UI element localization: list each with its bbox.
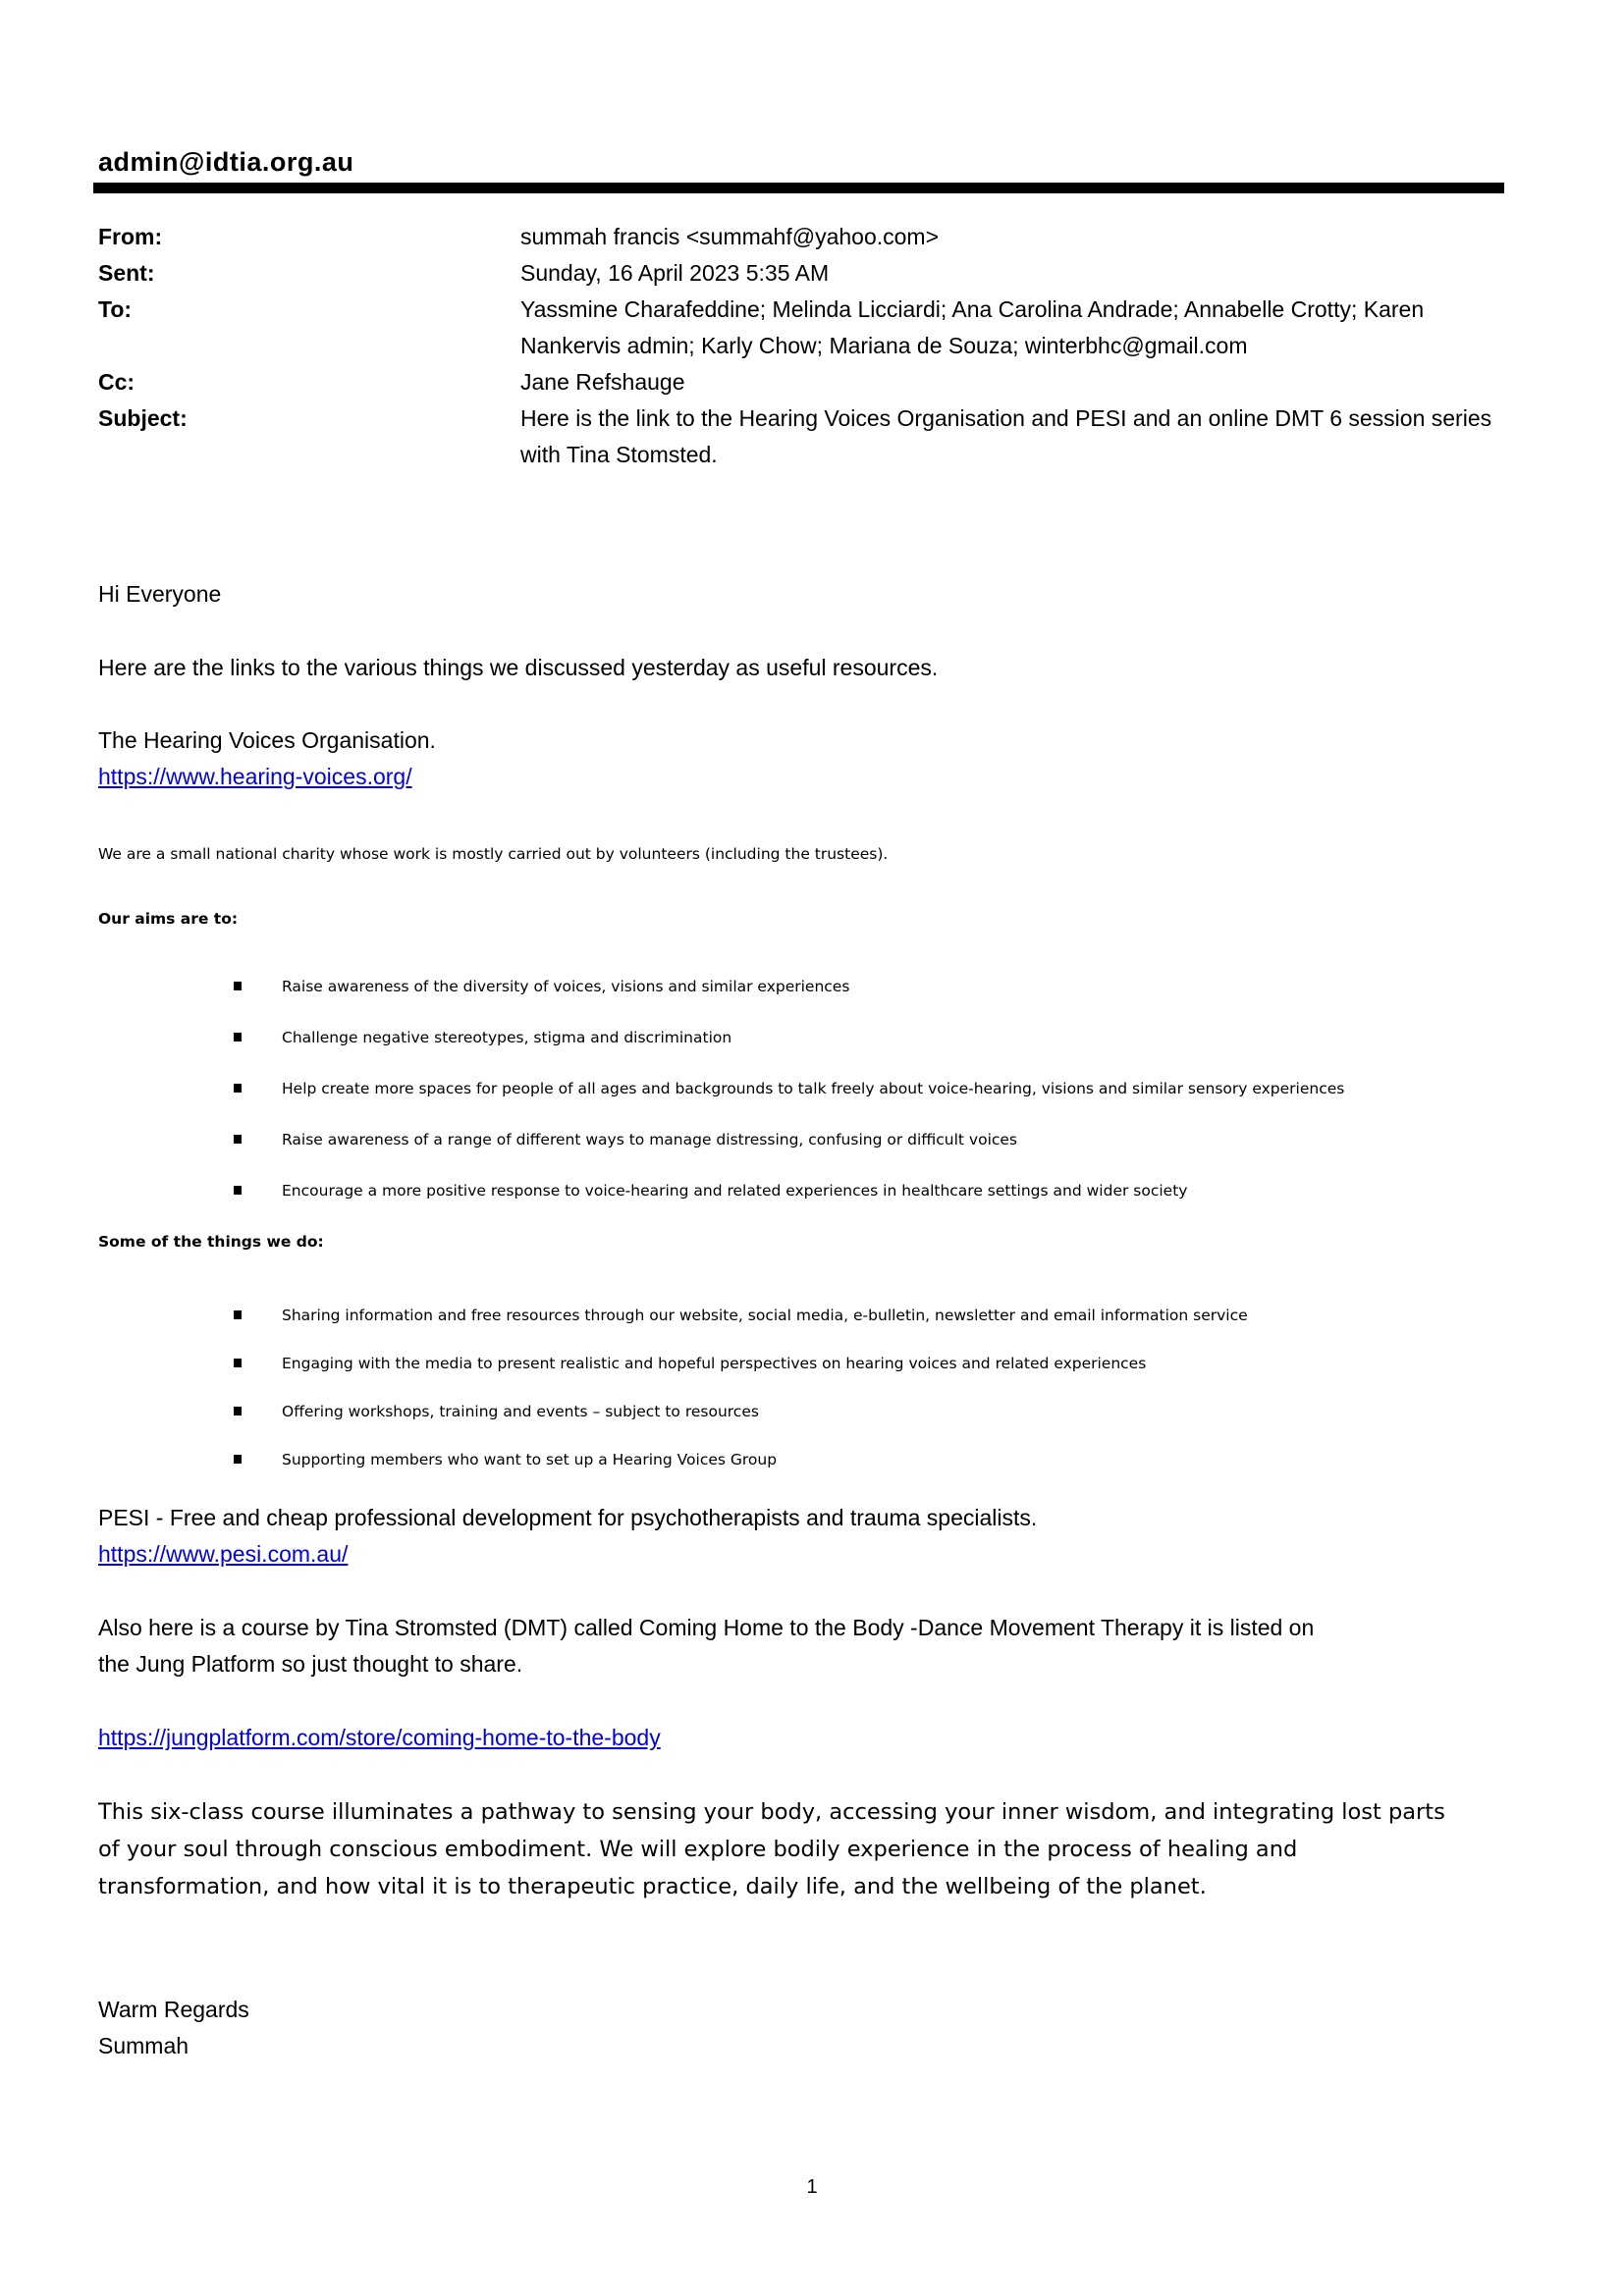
signoff-text: Warm Regards <box>98 1997 249 2022</box>
meta-row-subject <box>98 400 1504 473</box>
from-value: summah francis <summahf@yahoo.com> <box>520 224 940 249</box>
header-divider <box>93 183 1504 193</box>
list-item-text: Supporting members who want to set up a Hearing Voices Group <box>282 1451 778 1468</box>
list-item-text: Engaging with the media to present realistic and hopeful perspectives on hearing voices and related experiences <box>282 1355 1147 1372</box>
pesi-text: PESI - Free and cheap professional development for psychotherapists and trauma specialists. <box>98 1505 1038 1530</box>
meta-row-cc <box>98 364 1504 400</box>
signature-text: Summah <box>98 2033 189 2058</box>
bullet-square-icon <box>234 982 242 990</box>
list-item <box>98 1181 1504 1201</box>
things-we-do-heading: Some of the things we do: <box>98 1233 324 1251</box>
list-item <box>98 1130 1504 1150</box>
pesi-link[interactable]: https://www.pesi.com.au/ <box>98 1541 349 1567</box>
list-item <box>98 1028 1504 1048</box>
hearing-voices-block <box>98 722 1504 795</box>
jung-platform-link[interactable]: https://jungplatform.com/store/coming-home-to-the-body <box>98 1725 661 1750</box>
aims-list <box>98 977 1504 1201</box>
signoff-block <box>98 1992 1504 2064</box>
bullet-square-icon <box>234 1033 242 1041</box>
list-item <box>98 977 1504 997</box>
list-item-text: Encourage a more positive response to voice-hearing and related experiences in healthcare settings and wider society <box>282 1182 1188 1200</box>
cc-label: Cc: <box>98 369 135 395</box>
bullet-square-icon <box>234 1359 242 1367</box>
email-meta-header <box>98 219 1504 473</box>
meta-row-from <box>98 219 1504 255</box>
to-label: To: <box>98 296 133 322</box>
list-item-text: Raise awareness of a range of different ways to manage distressing, confusing or difficult voices <box>282 1131 1018 1148</box>
sent-label: Sent: <box>98 260 155 286</box>
subject-value: Here is the link to the Hearing Voices Organisation and PESI and an online DMT 6 session series with Tina Stomsted. <box>520 405 1492 467</box>
from-label: From: <box>98 224 163 249</box>
list-item-text: Offering workshops, training and events – subject to resources <box>282 1403 759 1420</box>
list-item <box>98 1306 1504 1326</box>
list-item-text: Help create more spaces for people of all ages and backgrounds to talk freely about voice-hearing, visions and similar sensory experiences <box>282 1080 1345 1097</box>
bullet-square-icon <box>234 1084 242 1093</box>
jung-platform-block <box>98 1720 1504 1756</box>
bullet-square-icon <box>234 1455 242 1464</box>
meta-row-sent <box>98 255 1504 292</box>
list-item <box>98 1402 1504 1422</box>
list-item <box>98 1079 1504 1099</box>
list-item <box>98 1450 1504 1470</box>
bullet-square-icon <box>234 1186 242 1195</box>
cc-value: Jane Refshauge <box>520 369 685 395</box>
to-value: Yassmine Charafeddine; Melinda Licciardi; Ana Carolina Andrade; Annabelle Crotty; Karen Nankervis admin; Karly Chow; Mariana de Souza; winterbhc@gmail.com <box>520 296 1425 358</box>
charity-note-text: We are a small national charity whose work is mostly carried out by volunteers (including the trustees). <box>98 845 889 863</box>
bullet-square-icon <box>234 1310 242 1319</box>
page-number: 1 <box>806 2176 818 2198</box>
aims-heading: Our aims are to: <box>98 910 239 928</box>
account-email-title: admin@idtia.org.au <box>98 147 354 177</box>
course-intro-text: Also here is a course by Tina Stromsted (DMT) called Coming Home to the Body -Dance Movement Therapy it is listed on the Jung Platform so just thought to share. <box>98 1615 1315 1677</box>
subject-label: Subject: <box>98 405 188 431</box>
list-item <box>98 1354 1504 1374</box>
things-we-do-list <box>98 1306 1504 1470</box>
sent-value: Sunday, 16 April 2023 5:35 AM <box>520 260 830 286</box>
hearing-voices-title: The Hearing Voices Organisation. <box>98 727 436 753</box>
bullet-square-icon <box>234 1407 242 1415</box>
course-description-text: This six-class course illuminates a pathway to sensing your body, accessing your inner wisdom, and integrating lost parts of your soul through conscious embodiment. We will explore bodily experience in the process of healing and transformation, and how vital it is to therapeutic practice, daily life, and the wellbeing of the planet. <box>98 1799 1445 1899</box>
list-item-text: Challenge negative stereotypes, stigma and discrimination <box>282 1029 732 1046</box>
list-item-text: Raise awareness of the diversity of voices, visions and similar experiences <box>282 978 850 995</box>
bullet-square-icon <box>234 1135 242 1144</box>
hearing-voices-link[interactable]: https://www.hearing-voices.org/ <box>98 764 412 789</box>
pesi-block <box>98 1500 1504 1573</box>
greeting-text: Hi Everyone <box>98 581 222 607</box>
list-item-text: Sharing information and free resources through our website, social media, e-bulletin, newsletter and email information service <box>282 1307 1248 1324</box>
intro-text: Here are the links to the various things we discussed yesterday as useful resources. <box>98 655 939 680</box>
meta-row-to <box>98 292 1504 364</box>
